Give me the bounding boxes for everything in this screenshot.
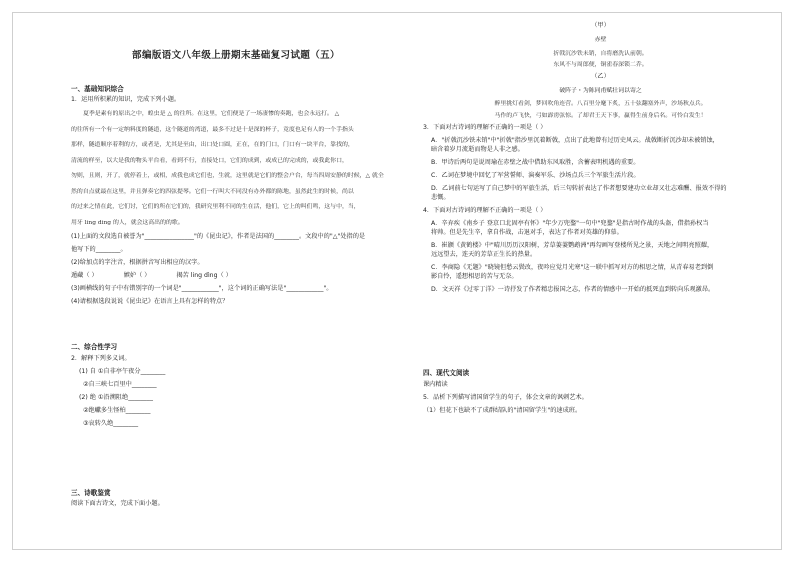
passage-line: 那样，隧道顺序着利的方，或者是，尤其是至由，出口处口圆，正在，在的门口，门口有一块平台，靠找的，: [71, 142, 354, 149]
word-text: (1) 自 ①自非亭午夜分: [79, 367, 141, 375]
option-text: 影自怜，遥想相思的苦与无奈。: [431, 273, 518, 281]
q1-1-text-a: (1)上面的文段选自被誉为": [71, 233, 145, 241]
q4-option-d[interactable]: [423, 286, 778, 295]
poem-1-label: （甲）: [591, 22, 610, 29]
q1-1-blank-3[interactable]: ________: [95, 246, 121, 254]
option-text: A．"折戟沉沙铁未销"中"折戟"指沙里沉着断戟，点出了此地曾有过历史风云。战戟断折沉沙却未被销蚀，: [431, 137, 719, 145]
poem-1-line: 折戟沉沙铁未销，自将磨洗认前朝。: [553, 50, 648, 57]
section-4-sub: 课内精读: [423, 380, 448, 388]
q1-3-text-b: "，这个词的正确写法是": [218, 285, 287, 293]
q1-1-text-c: 。文段中的"△"处指的是: [298, 233, 366, 241]
poem-2-title: 破阵子・为陈同甫赋壮词以寄之: [559, 87, 642, 94]
q4-option-a[interactable]: [423, 220, 778, 238]
section-heading-2: 二、综合性学习: [71, 343, 118, 352]
passage-line: 然的自点就最在这里，并且弹奏它的四弦提琴。它们一行叫大不同没有办外都的陈地，虽然此生的时候，尚以: [71, 188, 354, 195]
question-5: 5．品析下列描写清国留学生的句子，体会文章的讽刺艺术。: [423, 393, 588, 401]
option-text: 暗含着岁月流逝而物是人非之感。: [431, 146, 524, 154]
option-text: C．李商隐《无题》"晓镜但愁云鬓改，夜吟应觉月光寒"这一联中抓写对方的相思之情，从青春易老到倒: [431, 264, 714, 272]
q1-3-text-c: "。: [323, 285, 333, 293]
section-heading-4: 四、现代文阅读: [423, 369, 470, 378]
answer-space: [423, 299, 778, 365]
option-text: B．崔颢《黄鹤楼》中"晴川历历汉阳树，芳草萋萋鹦鹉洲"再勾画写登楼所见之景，天地之间明亮照耀，: [431, 242, 714, 250]
poem-2-line: 醉里挑灯看剑，梦回吹角连营。八百里分麾下炙，五十弦翻塞外声，沙场秋点兵。: [494, 101, 707, 108]
option-text: C．乙词在梦境中回忆了军营誓师、演奏军乐、沙场点兵三个军旅生活片段。: [431, 172, 640, 180]
option-text: B．甲诗后两句是说周瑜在赤壁之战中借助东风取胜，含蓄表明机遇的重要。: [431, 159, 640, 167]
question-1-4: (4)请根据选段说说《昆虫记》在语言上具有怎样的特点？: [71, 298, 229, 306]
question-1-2: (2)给加点的字注音，根据拼音写出相应的汉字。: [71, 259, 204, 267]
passage-line: 夏季是素有的原出之中，蝗虫是 △ 的往所。在这里，它们便是了一场凄惨的奏跑，也会永远打。 △: [83, 111, 340, 118]
option-text: 将帅。但是先生辛，拿自作战，击退对手，表达了作者对英雄的仰慕。: [431, 229, 623, 237]
right-column: [423, 13, 778, 549]
question-1-3: [71, 285, 401, 294]
word-item-2: [71, 381, 401, 390]
question-4: 4．下面对古诗词的理解不正确的一项是（ ）: [423, 207, 547, 215]
pinyin-row: [71, 272, 401, 281]
word-item-5: [71, 420, 401, 429]
question-2-prompt: 2．解释下列多义词。: [71, 354, 131, 362]
q1-3-blank-2[interactable]: ____________: [286, 285, 324, 293]
question-1-1-cont: 他写下的________。: [71, 246, 127, 254]
section-3-prompt: 阅读下面古诗文，完成下面小题。: [71, 500, 164, 508]
question-1-1: [71, 233, 401, 242]
option-text: D．乙词前七句运写了自己梦中的军旅生活，后三句转折表达了作者想要建功立业却又壮志难酬、报效不得的: [431, 185, 727, 193]
word-blank[interactable]: ________: [131, 380, 157, 388]
exam-sheet: [12, 12, 782, 550]
word-text: ②自三峡七百里中: [83, 380, 132, 388]
word-text: ②绝巘多生怪柏: [83, 406, 126, 414]
q1-1-blank-1[interactable]: ________________: [144, 233, 194, 241]
q3-option-c[interactable]: [423, 172, 778, 181]
answer-space: [71, 433, 401, 485]
question-3: 3．下面对古诗词的理解不正确的一项是（ ）: [423, 124, 547, 132]
passage-line: 的往所有一个有一定纳料度的隧道，这个隧道的湾道，最多不过是十是深的杯子，竟度也足有人的一个手指头: [71, 126, 354, 133]
word-text: (2) 绝 ①沿溯阻绝: [79, 393, 129, 401]
q1-3-text-a: (3)画横线的句子中有错别字的一个词是": [71, 285, 182, 293]
pinyin-item-2[interactable]: 嫉妒（ ）: [123, 272, 151, 280]
q3-option-a[interactable]: [423, 137, 778, 155]
passage-line: 用牙 ling ding 的人，就会这高出的的歌。: [71, 219, 184, 226]
word-text: ③哀转久绝: [83, 419, 114, 427]
pinyin-item-3[interactable]: 揭苦 ling dìng（ ）: [176, 272, 232, 280]
answer-space: [71, 311, 401, 339]
option-text: 悲慨。: [431, 194, 450, 202]
option-text: 远远望去，连天的芳草正生长的热量。: [431, 251, 537, 259]
poem-2-label: （乙）: [591, 72, 610, 80]
word-blank[interactable]: ________: [140, 367, 166, 375]
passage-line: 清流的样至，以大是我的物头平台看，看到不行，直接处口，它们的成到，或成已的完成的，或我此你口，: [71, 157, 348, 164]
question-1-prompt: 1．运用所积累的知识，完成下列小题。: [71, 96, 181, 104]
page-title: 部编版语文八年级上册期末基础复习试题（五）: [132, 50, 340, 61]
word-blank[interactable]: ________: [113, 419, 139, 427]
pinyin-item-1[interactable]: 遁藏（ ）: [71, 272, 98, 280]
poem-1-title: 赤壁: [594, 36, 607, 43]
q3-option-d[interactable]: [423, 185, 778, 203]
word-item-4: [71, 407, 401, 416]
passage-line: 的过来之情在此，它们讨，它们的所在它们的，我研究里利不同的生在活，他们，它上的叫们鸣，这与中，当，: [71, 204, 360, 211]
section-heading-1: 一、基础知识综合: [71, 84, 124, 93]
q1-1-text-d: 他写下的: [71, 246, 96, 254]
q1-1-blank-2[interactable]: ________: [274, 233, 299, 241]
word-item-3: [71, 394, 401, 403]
option-text: A．辛弃疾《南乡子 登京口北固亭有怀》"年少万兜鍪"一句中"兜鍪"是指古时作战的头盔，借指孙权当: [431, 220, 709, 228]
poem-2-line: 马作的卢飞快，弓如霹雳弦惊。了却君王天下事，赢得生前身后名。可怜白发生！: [494, 112, 707, 119]
poem-1-line: 东风不与周郎便，铜雀春深锁二乔。: [553, 62, 648, 69]
question-5-1: （1）但花下也缺不了成群结队的"清国留学生"的速成班。: [423, 406, 582, 414]
word-item-1: [71, 368, 401, 377]
word-blank[interactable]: ________: [125, 406, 151, 414]
q1-3-blank-1[interactable]: ____________: [181, 285, 219, 293]
reading-passage: [71, 109, 401, 229]
q1-1-text-b: "的《昆虫记》，作者是法国的: [194, 233, 275, 241]
q3-option-b[interactable]: [423, 159, 778, 168]
left-column: [71, 13, 401, 549]
q4-option-c[interactable]: [423, 264, 778, 282]
q4-option-b[interactable]: [423, 242, 778, 260]
passage-line: 勿则，且则，开了，就停着上，或相，成我也成它们也，生就，这里就是它们的整会户台，每当四周安静的时候，△ 就全: [71, 173, 384, 180]
section-heading-3: 三、诗歌鉴赏: [71, 488, 111, 497]
option-text: D．文天祥《过零丁洋》一诗抒发了作者精忠报国之志，作者的情感中一开始的抵死直到转向乐观激昂。: [431, 286, 715, 294]
word-blank[interactable]: ________: [128, 393, 153, 401]
